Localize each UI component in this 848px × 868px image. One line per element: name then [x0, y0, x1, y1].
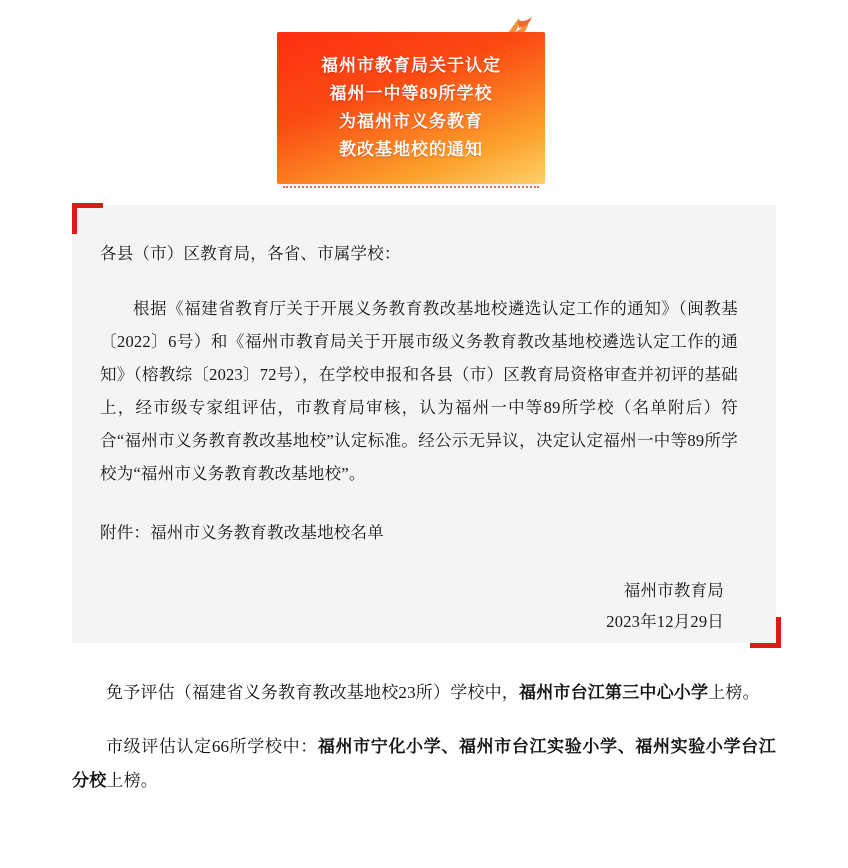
- note-highlight: 福州市宁化小学、福州市台江实验小学、福州实验小学台江分校: [72, 737, 776, 790]
- banner-line-1: 福州市教育局关于认定: [321, 56, 501, 75]
- document-attachment-line: 附件：福州市义务教育教改基地校名单: [100, 523, 384, 542]
- document-paragraph-1: 根据《福建省教育厅关于开展义务教育教改基地校遴选认定工作的通知》（闽教基〔2022〕6号）和《福州市教育局关于开展市级义务教育教改基地校遴选认定工作的通知》（榕教综〔2023〕72号），在学校申报和各县（市）区教育局资格审查并初评的基础上，经市级专家组评估，市教育局审核，认为福州一中等89所学校（名单附后）符合“福州市义务教育教改基地校”认定标准。经公示无异议，决定认定福州一中等89所学校为“福州市义务教育教改基地校”。: [100, 299, 738, 483]
- note-suffix: 上榜。: [106, 771, 159, 790]
- banner-dotted-divider: [283, 186, 539, 191]
- note-prefix: 市级评估认定66所学校中：: [106, 737, 318, 756]
- banner-line-4: 教改基地校的通知: [339, 140, 483, 159]
- note-highlight: 福州市台江第三中心小学: [519, 683, 709, 702]
- corner-mark-top-left: [72, 203, 103, 234]
- banner-line-3: 为福州市义务教育: [339, 112, 483, 131]
- document-signature: [100, 575, 738, 637]
- note-item: [72, 676, 776, 710]
- notes-section: [72, 676, 776, 818]
- document-body-box: [72, 205, 776, 643]
- signature-date: 2023年12月29日: [606, 612, 724, 631]
- note-suffix: 上榜。: [708, 683, 760, 702]
- corner-mark-bottom-right: [750, 617, 781, 648]
- document-greeting: 各县（市）区教育局，各省、市属学校：: [100, 244, 401, 263]
- banner-line-2: 福州一中等89所学校: [329, 84, 493, 103]
- note-item: [72, 730, 776, 798]
- signature-organization: 福州市教育局: [623, 581, 724, 600]
- title-banner-area: [0, 0, 848, 190]
- note-prefix: 免予评估（福建省义务教育教改基地校23所）学校中，: [106, 683, 519, 702]
- title-banner: [277, 32, 545, 184]
- document-text: [86, 227, 762, 637]
